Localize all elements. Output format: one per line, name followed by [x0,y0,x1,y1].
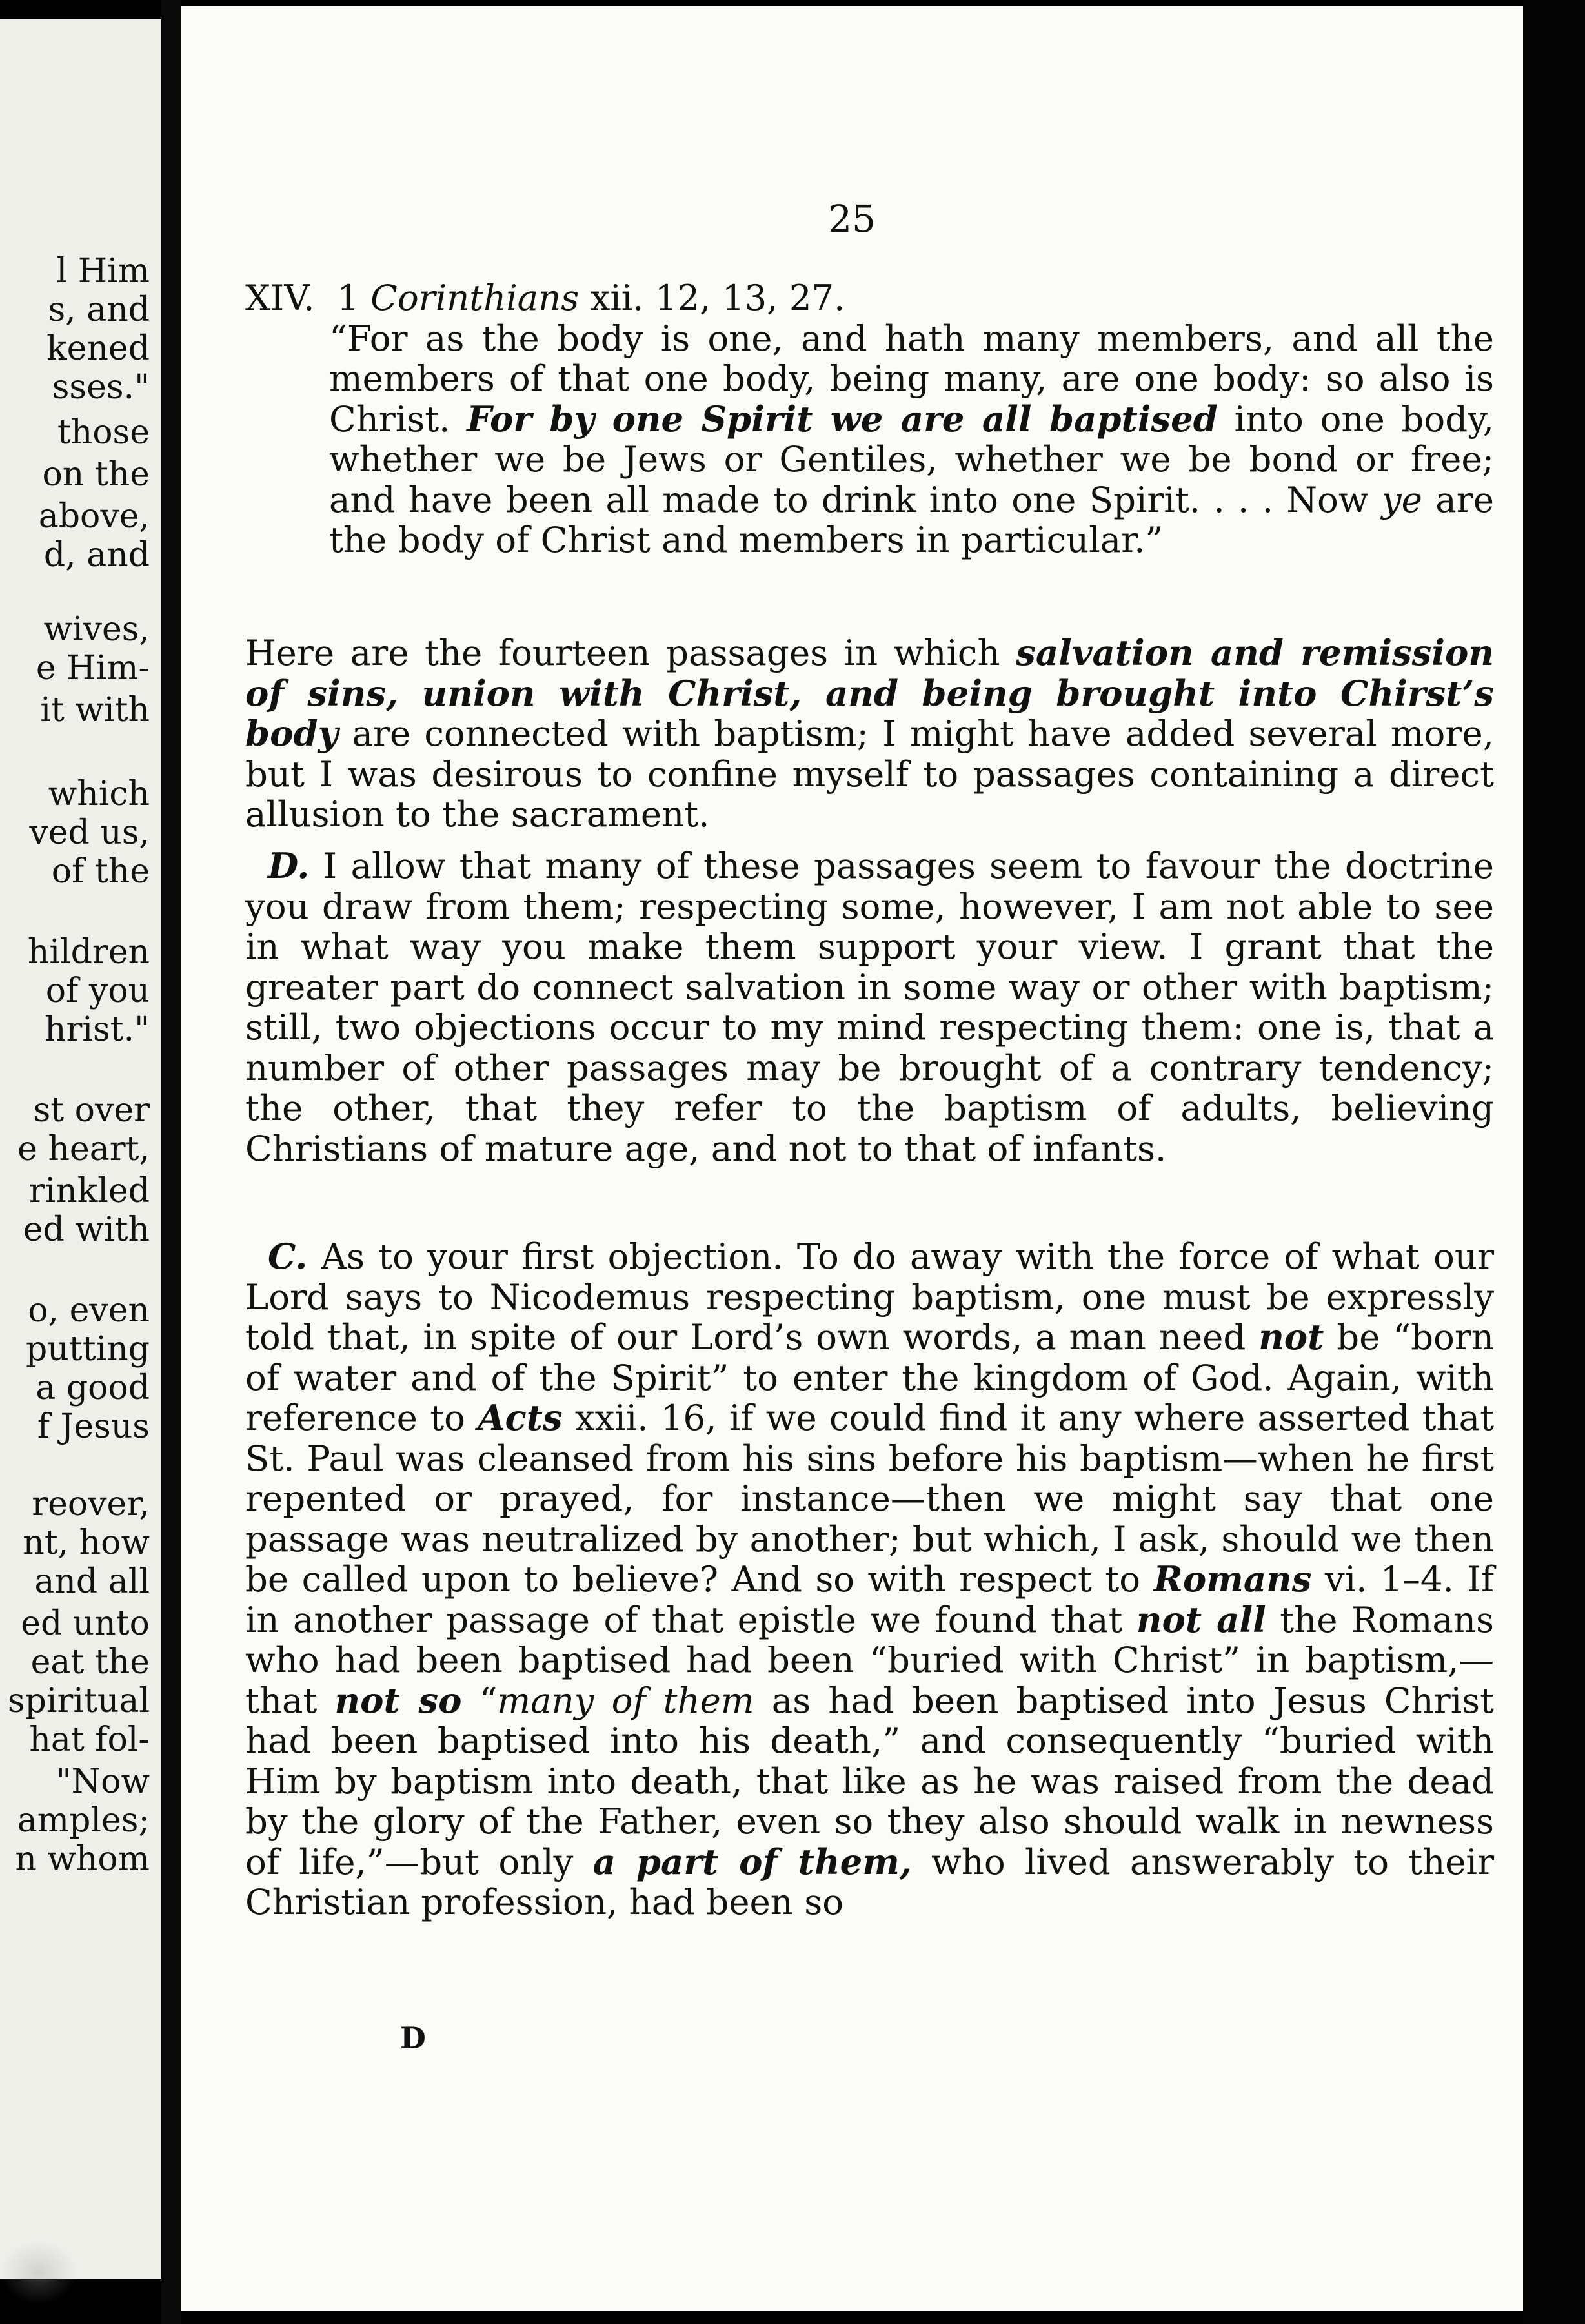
para2-text: I allow that many of these passages seem to favour the doctrine you draw from them; respecting some, however, I am not able to see in what way you make them support your view. I grant that the greater part do connect salvation in some way or other with baptism; still, two objections occur to my mind respecting them: one is, that a number of other passages may be brought of a contrary tendency; the other, that they refer to the baptism of adults, believing Christians of mature age, and not to that of infants. [245,845,1494,1169]
para3-t8: who lived answerably to their Christian profession, had been so [245,1840,1495,1922]
signature-mark: D [400,2021,426,2055]
facing-page-line: amples; [17,1801,150,1840]
facing-page-line: nt, how [23,1524,150,1562]
facing-page [0,19,161,2279]
facing-page-line: hildren [27,933,150,972]
verse-text-italic: For by one Spirit we are all baptised [467,398,1218,440]
verse-text-b: into one body, whether we be Jews or Gentiles, whether we be bond or free; and have been all made to drink into one Spirit. . . . Now [329,398,1494,520]
para3-acts: Acts [478,1397,563,1438]
page-number: 25 [828,197,876,241]
facing-page-line: those [57,413,150,452]
para1-a: Here are the fourteen passages in which [245,632,1000,673]
para3-t2: be “born of water and of the Spirit” to enter the kingdom of God. Again, with reference to [245,1316,1495,1438]
verse-text-a: “For as the body is one, and hath many members, and all the members of that one body, being many, are one body: so also is Christ. [329,317,1494,440]
facing-page-line: above, [38,497,150,536]
verse-ref-book: Corinthians [370,277,580,318]
facing-page-line: n whom [15,1840,150,1879]
facing-page-line: ved us, [29,813,150,852]
facing-page-line: spiritual [7,1682,150,1720]
para1-b: are connected with baptism; I might have added several more, but I was desirous to confine myself to passages containing a direct allusion to the sacrament. [245,713,1494,835]
summary-paragraph [245,633,1494,835]
facing-page-line: and all [34,1562,150,1601]
verse-heading [245,278,1494,318]
para3-t3: xxii. 16, if we could find it any where asserted that St. Paul was cleansed from his sins before his baptism—when he first repented or prayed, for instance—then we might say that one passage was neutralized by another; but which, I ask, should we then be called upon to believe? And so with respect to [245,1397,1495,1600]
para3-t4: vi. 1–4. If in another passage of that epistle we found that [245,1558,1494,1640]
book-gutter [161,0,181,2324]
facing-page-line: hat fol- [29,1720,150,1759]
facing-page-line: "Now [56,1762,150,1801]
verse-label: XIV. [245,277,315,318]
facing-page-line: f Jesus [37,1407,150,1446]
facing-page-line: eat the [30,1643,150,1682]
facing-page-line: a good [35,1369,150,1407]
facing-page-line: reover, [32,1485,150,1524]
facing-page-line: ed with [23,1210,150,1249]
facing-page-line: which [48,775,150,813]
facing-page-line: hrist." [44,1010,150,1049]
para3-not: not [1258,1316,1324,1358]
facing-page-line: e Him- [35,649,150,688]
scan-smudge [0,2240,77,2305]
facing-page-line: rinkled [28,1172,150,1210]
para1-italic: salvation and remission of sins, union with Christ, and being brought into Chirst’s body [245,632,1494,754]
para3-a-part: a part of them, [592,1840,912,1882]
facing-page-line: of you [45,972,150,1010]
verse-body [245,318,1494,560]
verse-text-ye: ye [1381,478,1422,520]
facing-page-line: putting [26,1330,150,1369]
facing-page-line: kened [46,329,150,368]
facing-page-line: it with [40,691,150,729]
facing-page-line: on the [42,455,150,494]
facing-page-line: l Him [56,252,150,290]
para3-many: many of them [497,1679,754,1721]
objection-paragraph [245,846,1494,1168]
para3-t7: as had been baptised into Jesus Christ had been baptised into his death,” and consequently “buried with Him by baptism into death, that like as he was raised from the dead by the glory of the Father, even so they also should walk in newness of life,”—but only [245,1679,1495,1882]
facing-page-line: o, even [28,1291,150,1330]
facing-page-line: d, and [43,536,150,575]
facing-page-line: e heart, [17,1130,150,1168]
para3-t1: As to your first objection. To do away with the force of what our Lord says to Nicodemus respecting baptism, one must be expressly told that, in spite of our Lord’s own words, a man need [245,1236,1495,1358]
para3-t6: “ [479,1679,498,1721]
para3-romans: Romans [1153,1558,1312,1600]
scripture-quotation [245,278,1494,560]
speaker-c: C. [268,1236,308,1277]
para3-not-so: not so [334,1679,462,1721]
facing-page-line: sses." [52,368,150,407]
facing-page-line: s, and [48,290,150,329]
verse-text-c: are the body of Christ and members in particular.” [329,478,1495,560]
page-edge-shadow [1523,0,1585,2324]
para3-not-all: not all [1136,1598,1266,1640]
facing-page-line: of the [51,852,150,891]
reply-paragraph [245,1236,1494,1922]
verse-ref-num: 1 [337,277,359,318]
book-page [181,6,1523,2311]
facing-page-line: ed unto [21,1604,150,1643]
para3-t5: the Romans who had been baptised had been “buried with Christ” in baptism,—that [245,1598,1494,1721]
facing-page-line: st over [33,1091,150,1130]
speaker-d: D. [268,845,310,886]
facing-page-line: wives, [43,610,150,649]
verse-ref-rest: xii. 12, 13, 27. [590,277,845,318]
